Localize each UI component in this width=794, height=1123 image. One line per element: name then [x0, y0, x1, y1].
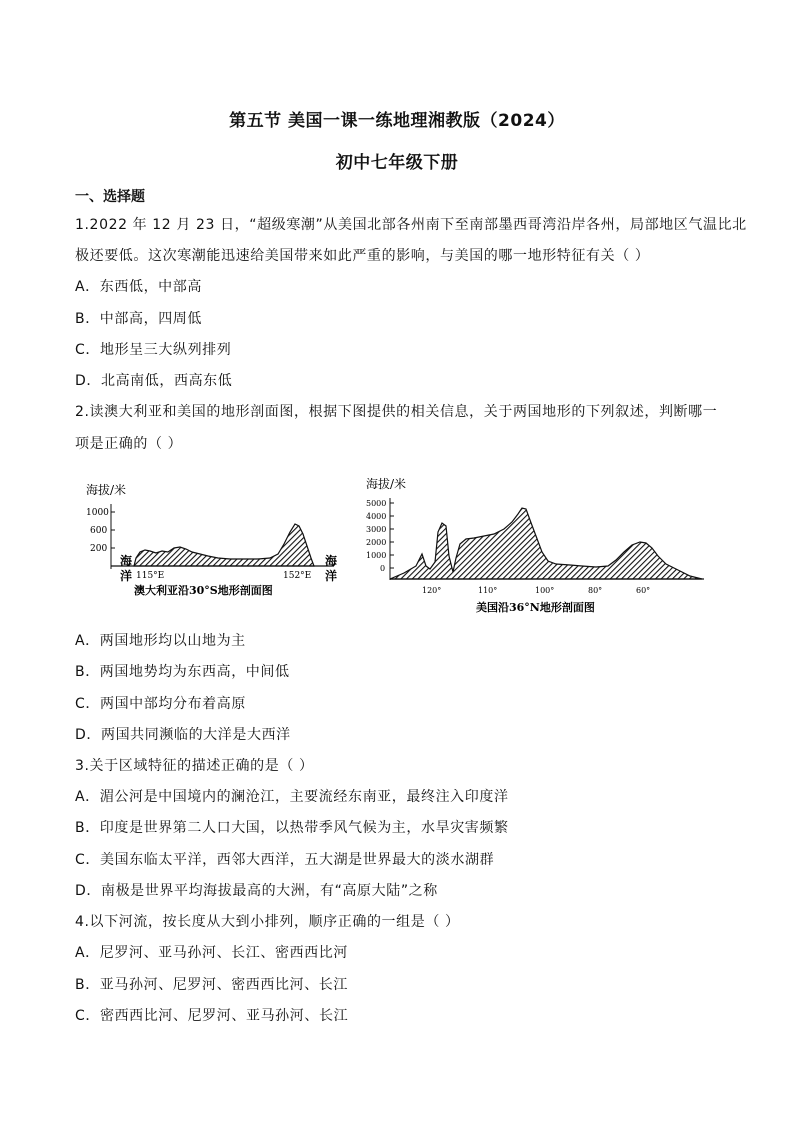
usa-xtick-120: 120°	[422, 586, 442, 595]
australia-terrain-profile	[134, 524, 314, 566]
usa-ytick-4000: 4000	[366, 512, 387, 521]
usa-terrain-profile	[390, 508, 702, 579]
australia-profile-figure	[78, 474, 348, 604]
usa-xtick-80: 80°	[588, 586, 603, 595]
australia-ocean-left-2: 洋	[120, 569, 133, 583]
page-title: 第五节 美国一课一练地理湘教版（2024）	[229, 111, 565, 131]
usa-ytick-0: 0	[380, 564, 386, 573]
q1-option-a[interactable]: A．东西低，中部高	[75, 279, 202, 295]
australia-ytick-600: 600	[90, 526, 108, 536]
q2-option-b[interactable]: B．两国地势均为东西高，中间低	[75, 664, 290, 680]
q1-option-d[interactable]: D．北高南低，西高东低	[75, 373, 233, 389]
australia-ytick-200: 200	[90, 544, 108, 554]
q3-stem: 3.关于区域特征的描述正确的是（ ）	[75, 758, 314, 774]
q1-stem-line2: 极还要低。这次寒潮能迅速给美国带来如此严重的影响，与美国的哪一地形特征有关（ ）	[75, 248, 650, 264]
q1-option-c[interactable]: C．地形呈三大纵列排列	[75, 342, 232, 358]
q4-stem: 4.以下河流，按长度从大到小排列，顺序正确的一组是（ ）	[75, 914, 460, 930]
q2-stem-line2: 项是正确的（ ）	[75, 436, 183, 452]
australia-ylabel: 海拔/米	[86, 483, 127, 497]
q2-stem-line1: 2.读澳大利亚和美国的地形剖面图，根据下图提供的相关信息，关于两国地形的下列叙述，判断哪一	[75, 404, 718, 420]
usa-ytick-3000: 3000	[366, 525, 387, 534]
australia-xtick-115e: 115°E	[136, 571, 165, 581]
usa-caption: 美国沿36°N地形剖面图	[476, 601, 595, 614]
q4-option-b[interactable]: B．亚马孙河、尼罗河、密西西比河、长江	[75, 977, 349, 993]
usa-ytick-2000: 2000	[366, 538, 387, 547]
usa-xtick-60: 60°	[636, 586, 651, 595]
australia-ocean-right-1: 海	[325, 554, 338, 568]
usa-ytick-1000: 1000	[366, 551, 387, 560]
usa-ytick-5000: 5000	[366, 499, 387, 508]
usa-xtick-110: 110°	[478, 586, 498, 595]
australia-caption: 澳大利亚沿30°S地形剖面图	[134, 584, 273, 597]
australia-ocean-left-1: 海	[120, 554, 133, 568]
q3-option-c[interactable]: C．美国东临太平洋，西邻大西洋，五大湖是世界最大的淡水湖群	[75, 852, 495, 868]
q3-option-d[interactable]: D．南极是世界平均海拔最高的大洲，有“高原大陆”之称	[75, 883, 438, 899]
australia-ocean-right-2: 洋	[325, 569, 338, 583]
usa-xtick-100: 100°	[535, 586, 555, 595]
q1-stem-line1: 1.2022 年 12 月 23 日，“超级寒潮”从美国北部各州南下至南部墨西哥湾沿岸各州，局部地区气温比北	[75, 217, 747, 233]
australia-ytick-1000: 1000	[86, 508, 109, 518]
australia-xtick-152e: 152°E	[283, 571, 312, 581]
q3-option-a[interactable]: A．湄公河是中国境内的澜沧江，主要流经东南亚，最终注入印度洋	[75, 789, 509, 805]
q4-option-c[interactable]: C．密西西比河、尼罗河、亚马孙河、长江	[75, 1008, 349, 1024]
page-subtitle: 初中七年级下册	[335, 153, 459, 173]
usa-ylabel: 海拔/米	[366, 477, 407, 491]
q2-option-a[interactable]: A．两国地形均以山地为主	[75, 633, 246, 649]
usa-profile-figure	[360, 472, 720, 618]
q3-option-b[interactable]: B．印度是世界第二人口大国，以热带季风气候为主，水旱灾害频繁	[75, 820, 509, 836]
q4-option-a[interactable]: A．尼罗河、亚马孙河、长江、密西西比河	[75, 945, 348, 961]
section-heading: 一、选择题	[75, 189, 145, 205]
q2-option-c[interactable]: C．两国中部均分布着高原	[75, 696, 246, 712]
q2-option-d[interactable]: D．两国共同濒临的大洋是大西洋	[75, 727, 291, 743]
q1-option-b[interactable]: B．中部高，四周低	[75, 311, 203, 327]
